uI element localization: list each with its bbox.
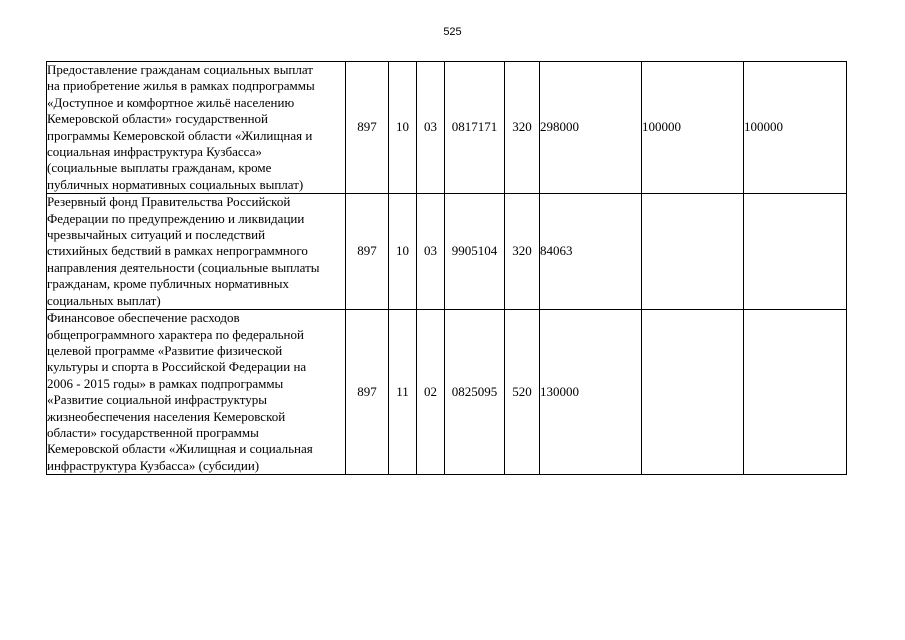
target-article-code: 0817171 (445, 62, 505, 194)
subsection-code: 03 (417, 194, 445, 310)
amount-cell-3 (744, 194, 847, 310)
amount-cell-3 (744, 310, 847, 475)
table-row (47, 62, 847, 194)
amount-cell-3: 100000 (744, 62, 847, 194)
amount-cell-2: 100000 (642, 62, 744, 194)
target-article-code: 9905104 (445, 194, 505, 310)
row-description: Предоставление гражданам социальных выплат на приобретение жилья в рамках подпрограммы «Доступное и комфортное жильё населению Кемеровской области» государственной программы Кемеровской области «Жилищная и социальная инфраструктура Кузбасса» (социальные выплаты гражданам, кроме публичных нормативных социальных выплат) (47, 62, 346, 194)
table-row (47, 194, 847, 310)
expense-type-code: 320 (505, 62, 540, 194)
amount-cell-1: 298000 (540, 62, 642, 194)
amount-cell-2 (642, 310, 744, 475)
subsection-code: 02 (417, 310, 445, 475)
expense-type-code: 520 (505, 310, 540, 475)
table-row (47, 310, 847, 475)
section-code: 10 (389, 194, 417, 310)
row-description: Резервный фонд Правительства Российской Федерации по предупреждению и ликвидации чрезвычайных ситуаций и последствий стихийных бедствий в рамках непрограммного направления деятельности (социальные выплаты гражданам, кроме публичных нормативных социальных выплат) (47, 194, 346, 310)
expense-type-code: 320 (505, 194, 540, 310)
amount-cell-1: 84063 (540, 194, 642, 310)
row-description: Финансовое обеспечение расходов общепрограммного характера по федеральной целевой программе «Развитие физической культуры и спорта в Российской Федерации на 2006 - 2015 годы» в рамках подпрограммы «Развитие социальной инфраструктуры жизнеобеспечения населения Кемеровской области» государственной программы Кемеровской области «Жилищная и социальная инфраструктура Кузбасса» (субсидии) (47, 310, 346, 475)
amount-cell-2 (642, 194, 744, 310)
budget-table (46, 61, 847, 475)
ministry-code: 897 (346, 62, 389, 194)
ministry-code: 897 (346, 194, 389, 310)
subsection-code: 03 (417, 62, 445, 194)
section-code: 10 (389, 62, 417, 194)
page-number: 525 (443, 26, 462, 38)
amount-cell-1: 130000 (540, 310, 642, 475)
ministry-code: 897 (346, 310, 389, 475)
target-article-code: 0825095 (445, 310, 505, 475)
section-code: 11 (389, 310, 417, 475)
